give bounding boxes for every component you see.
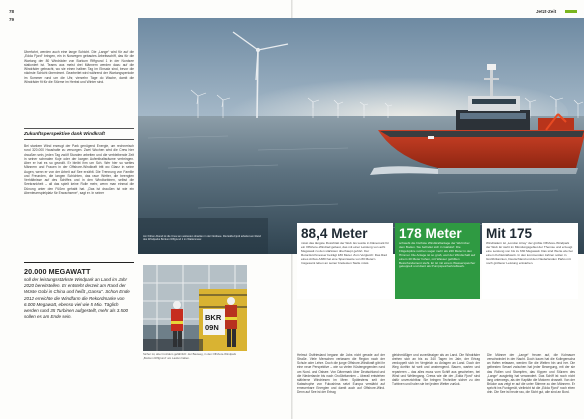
main-photo-caption: Am frühen Abend ist die Crew am weitesten draußen in der Nordsee. Die Edda Fjord arbeitet am Rand des Windparks Borkum Riffgrund 1 im Wattenmeer.	[143, 235, 261, 242]
bottom-column-1: Helmut Ostfriesland begann die Jobs nicht gerade auf der Straße. Viele Menschen verlassen die Region nach der Schule oder Lehre. Doch die junge Offshore-Windkraft gibt ihr eine neue Perspektive – wie so vielen Küstengegenden rund um Nord- und Ostsee. Von Dänemark über Deutschland und die Niederlande bis nach Großbritannien – überall entstehen stählerne Windriesen im Meer. Spätestens seit der Katastrophe von Fukushima setzt Europa verstärkt auf erneuerbare Energien und damit auch auf Offshore-Wind. Denn auf See ist der Ertrag	[297, 353, 385, 395]
page-number-left: 78	[9, 9, 15, 14]
quote-rule	[24, 262, 134, 263]
secondary-photo-workers	[143, 265, 247, 351]
subhead-rule-bottom	[24, 139, 134, 140]
bottom-column-3: Die Männer der „Lange“ freuen auf, die Kolmauer verschwindet in der Nacht. Doch kaum hat die Kollegenscha an Hafen erfassen, werden Sie die Welten hin und her. Die gelbesten Sessel zwischen hat jeder Bewegung, mit der sie das Rollen und Stampfen, das Kippen und Stürzen des „Lange“ ausgiebig hat verwandert. Das Schiff ist noch nicht lang unterwegs, als der Kapitän die Motoren drosselt. Von der Brücke aus zeigt er auf die unter Stimme zu den Männern. Er spricht ins Funkgerät, vielleicht ist die „Edda Fjord“ noch eben drin. Die See ist heute rau, die Sicht gut, alle sind an Bord.	[487, 353, 575, 395]
stat-text: Windrädern ist „London Array“ der größte Offshore-Windpark der Welt. Er steht im Mündungsgebiet der Themse und erzeugt eine Leistung von bis zu 630 Megawatt. Das sind Werte wie bei einem Kohlekraftwerk. In den kommenden Jahren sollen in Großbritannien, Deutschland und den Niederlanden Parks mit noch größerer Leistung entstehen.	[486, 241, 573, 265]
stat-box-rotor-blade	[297, 223, 393, 299]
edition-accent-bar	[565, 10, 577, 13]
bottom-column-2: gleichmäßiger und zuverlässiger als an Land. Die Windräder drehen sich an bis zu 340 Tagen im Jahr, der Ertrag verdoppelt sich im Vergleich zu Anlagen an Land. Doch der Weg dorthin ist weit und anstrengend. Bauen, warten und reparieren – das alles muss vom Schiff aus geschehen, bei Wind und Wellengang. Crews wie die der „Edda Fjord“ sind dafür unverzichtbar. Sie bringen Techniker sicher zu den Turbinen und holen sie bei jedem Wetter zurück.	[392, 353, 480, 387]
main-photo-windpark-ship	[138, 18, 584, 254]
stat-text: misst das längste Rotorblatt der Welt. Es wurde in Dänemark für ein Offshore-Windrad gebaut, das mit einer Leistung von acht Megawatt zu den stärksten überhaupt gehört. Der Rotordurchmesser beträgt 180 Meter. Zum Vergleich: Das Rad eines Airbus A380 hat eine Spannweite von 80 Metern. Insgesamt leben an seiner breitesten Stelle misst.	[301, 241, 389, 265]
stat-value: Mit 175	[486, 226, 533, 241]
stat-box-london-array	[482, 223, 578, 299]
subhead-rule-top	[24, 128, 134, 129]
intro-text: Überfahrt, werden auch eine lange Schicht. Die „Lange“ wird für auf die „Edda Fjord“ bringen, ein in Norwegen gebautes Arbeitsschiff, das für die Wartung der 80 Windräder von Borkum Riffgrund 1 in der Nordsee stationiert ist. Teams aus meist drei Männern werden dazu auf die Windräder gebracht, wo sie einen halben Tag im Einsatz sind, bevor die nächste Schicht übernimmt. Gearbeitet wird während der Wartungsperiode im Sommer rund um die Uhr, vierzehn Tage do Wache, damit die Windräder fit für die Stürme im Herbst und Winter sind.	[24, 50, 134, 84]
stat-box-tallest-turbine	[395, 223, 480, 299]
pull-quote-headline: 20.000 MEGAWATT	[24, 267, 91, 276]
photo-illustration	[138, 18, 584, 254]
pull-quote	[24, 268, 134, 320]
photo2-sign-line-1: BKR	[205, 313, 222, 322]
stat-value: 178 Meter	[399, 226, 462, 241]
photo2-illustration	[143, 265, 247, 351]
body-text: Bei starkem Wind erzeugt der Park genügend Energie, um rechnerisch rund 320.000 Haushalte zu versorgen. Zwei Wochen wird die Crew hier draußen sein, jeden Tag zwölf Stunden arbeiten und die verbleibende Zeit in seiner schmalen Koje oder der kargen Aufenthaltsräume verbringen. Aber er hat es so gewollt. Er bleibt ihm um Sch. Wer hier so weites Männern und Frauen in der Offshore-Windkraft tritt wo Glanz in seine Augen, wenn er von der Arbeit auf See erzählt. Die Trennung von Familie und Freunden, die langen Schichten, das raue Wetter, die beengten Verhältnisse auf des Schiffes und in den Windturbinen, selbst die Seekrankheit – all das spielt keine Rolle mehr, wenn man einmal die Dünung unter den Füßen gehabt hat. „Das ist draußen ist wie ein Abenteuerspielplatz für Erwachsene“, sagt er. In seiner	[24, 144, 134, 195]
pull-quote-body: soll der leistungsstärkste Windpark an Land im Jahr 2020 bereitstellen. Er entsteht derzeit am Rand der Wüste Gobi in China und heißt „Gansu“. Schon Ende 2012 erreichte die Windfarm die Rekordmarke von 6.000 Megawatt, ebenso viel wie 5 Mio. Täglich werden rund 35 Turbinen aufgestellt, mehr als 3.500 sollen es am Ende sein.	[24, 277, 130, 320]
page-number-right: 79	[9, 17, 15, 22]
section-subhead: Zukunftsperspektive dank Windkraft	[24, 131, 105, 136]
secondary-photo-caption: Sicher ist, aber trotzdem gefährlich: der Bauweg, in den Offshore-Windpark „Borkum Riffgrund“ am Laufen halten.	[143, 352, 237, 360]
photo2-sign-line-2: 09N	[205, 323, 219, 332]
stat-text: schwebt die höchste Windkraftanlage der Welt über dem Boden. Sie befindet sich in Gaildorf. Die Flügelspitze reichen sogar mehr als 240 Meter in den Himmel. Die Anlage ist so groß, weil der Windschaft auf einem 40 Meter hohen, mit Wasser gefüllten Betonfundament steht. Er ist mit einem Wasserspeicher gekoppelt und dient als Pumpspeicherkraftwerk.	[399, 241, 476, 269]
edition-label: Jetzt-Zeit	[536, 9, 557, 14]
stat-value: 88,4 Meter	[301, 226, 368, 241]
